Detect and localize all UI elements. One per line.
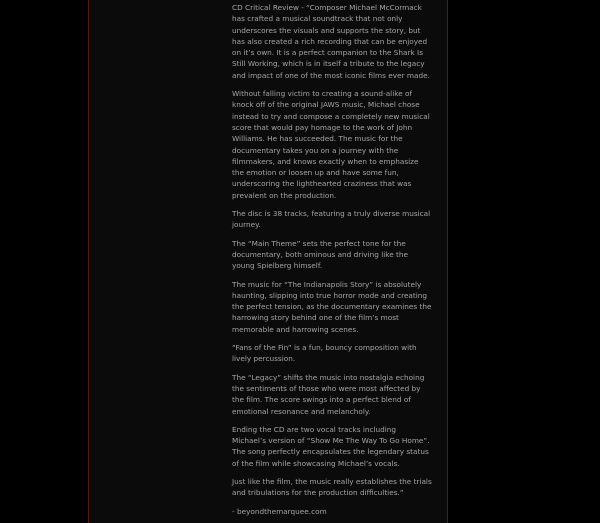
review-paragraph-fans-of-the-fin: “Fans of the Fin” is a fun, bouncy composition with lively percussion. [232, 343, 417, 364]
review-paragraph-closing: Just like the film, the music really establishes the trials and tribulations for the production difficulties.” [232, 476, 432, 498]
review-paragraph-main-theme: The “Main Theme” sets the perfect tone for the documentary, both ominous and driving like the young Spielberg himself. [232, 238, 409, 271]
review-paragraph-vocal-tracks: Ending the CD are two vocal tracks including Michael’s version of “Show Me The Way To Go Home”. The song perfectly encapsulates the legendary status of the film while showcasing Michael’s vocals. [232, 424, 430, 468]
review-paragraph-intro: CD Critical Review - “Composer Michael McCormack has crafted a musical soundtrack that not only underscores the visuals and supports the story, but has also created a rich recording that can be enjoyed on it’s own. It is a perfect companion to the Shark Is Still Working, which is in itself a tribute to the legacy and impact of one of the most iconic films ever made. [232, 3, 430, 80]
review-article [232, 2, 432, 523]
review-paragraph-indianapolis: The music for “The Indianapolis Story” is absolutely haunting, slipping into true horror mode and creating the perfect tension, as the documentary examines the harrowing story behind one of the film’s most memorable and harrowing scenes. [232, 279, 432, 334]
review-paragraph-legacy: The “Legacy” shifts the music into nostalgia echoing the sentiments of those who were most affected by the film. The score swings into a perfect blend of emotional resonance and melancholy. [232, 372, 425, 416]
review-source: - beyondthemarquee.com [232, 506, 327, 516]
review-paragraph-tracks: The disc is 38 tracks, featuring a truly diverse musical journey. [232, 209, 431, 230]
review-paragraph-score: Without falling victim to creating a sound-alike of knock off of the original JAWS music, Michael chose instead to try and compose a completely new musical score that would pay homage to the work of John Williams. He has succeeded. The music for the documentary takes you on a journey with the filmmakers, and knows exactly when to emphasize the emotion or loosen up and have some fun, underscoring the lighthearted craziness that was prevalent on the production. [232, 89, 430, 200]
